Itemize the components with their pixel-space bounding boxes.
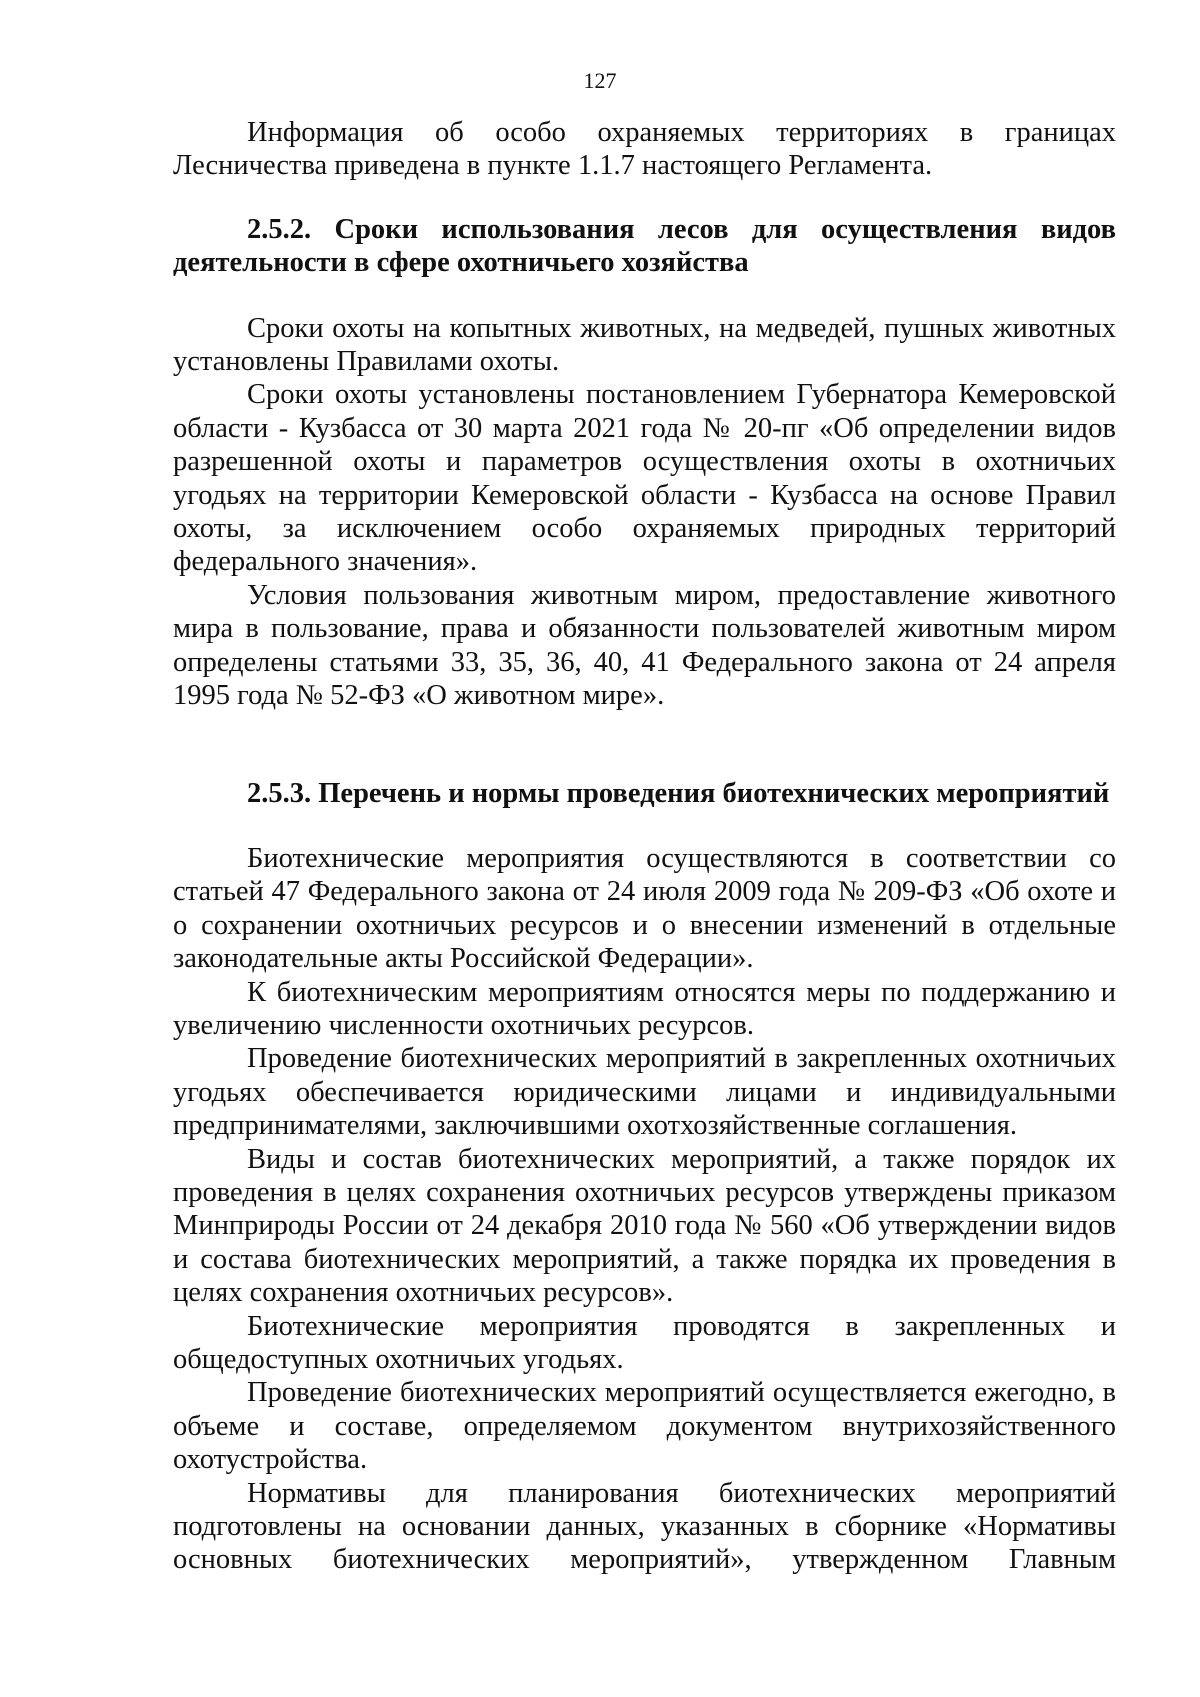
page-number: 127 <box>583 68 617 93</box>
paragraph-biotech-lands: Биотехнические мероприятия проводятся в закрепленных и общедоступных охотничьих угодьях. <box>173 1310 1116 1375</box>
paragraph-biotech-law: Биотехнические мероприятия осуществляются в соответствии со статьей 47 Федерального закона от 24 июля 2009 года № 209-ФЗ «Об охоте и о сохранении охотничьих ресурсов и о внесении изменений в отдельные законодательные акты Российской Федерации». <box>173 842 1116 975</box>
paragraph-governor-decree: Сроки охоты установлены постановлением Губернатора Кемеровской области - Кузбасса от 30 марта 2021 года № 20-пг «Об определении видов разрешенной охоты и параметров осуществления охоты в охотничьих угодьях на территории Кемеровской области - Кузбасса на основе Правил охоты, за исключением особо охраняемых природных территорий федерального значения». <box>173 379 1116 578</box>
heading-2-5-3: 2.5.3. Перечень и нормы проведения биотехнических мероприятий <box>247 777 1110 809</box>
paragraph-wildlife-use-conditions: Условия пользования животным миром, предоставление животного мира в пользование, права и обязанности пользователей животным миром определены статьями 33, 35, 36, 40, 41 Федерального закона от 24 апреля 1995 года № 52-ФЗ «О животном мире». <box>173 579 1116 712</box>
paragraph-biotech-order: Виды и состав биотехнических мероприятий, а также порядок их проведения в целях сохранения охотничьих ресурсов утверждены приказом Минприроды России от 24 декабря 2010 года № 560 «Об утверждении видов и состава биотехнических мероприятий, а также порядка их проведения в целях сохранения охотничьих ресурсов». <box>173 1143 1116 1309</box>
paragraph-protected-areas: Информация об особо охраняемых территориях в границах Лесничества приведена в пункте 1.1.7 настоящего Регламента. <box>173 117 1116 182</box>
document-body <box>173 116 1116 1577</box>
paragraph-biotech-norms: Нормативы для планирования биотехнических мероприятий подготовлены на основании данных, указанных в сборнике «Нормативы основных биотехнических мероприятий», утвержденном Главным <box>173 1477 1116 1576</box>
paragraph-hunting-periods: Сроки охоты на копытных животных, на медведей, пушных животных установлены Правилами охоты. <box>173 312 1116 378</box>
paragraph-biotech-annual: Проведение биотехнических мероприятий осуществляется ежегодно, в объеме и составе, определяемом документом внутрихозяйственного охотустройства. <box>173 1377 1116 1476</box>
paragraph-biotech-measures: К биотехническим мероприятиям относятся меры по поддержанию и увеличению численности охотничьих ресурсов. <box>173 976 1116 1041</box>
paragraph-biotech-responsibility: Проведение биотехнических мероприятий в закрепленных охотничьих угодьях обеспечивается юридическими лицами и индивидуальными предпринимателями, заключившими охотхозяйственные соглашения. <box>173 1043 1116 1142</box>
heading-2-5-2: 2.5.2. Сроки использования лесов для осуществления видов деятельности в сфере охотничьего хозяйства <box>173 213 1116 279</box>
